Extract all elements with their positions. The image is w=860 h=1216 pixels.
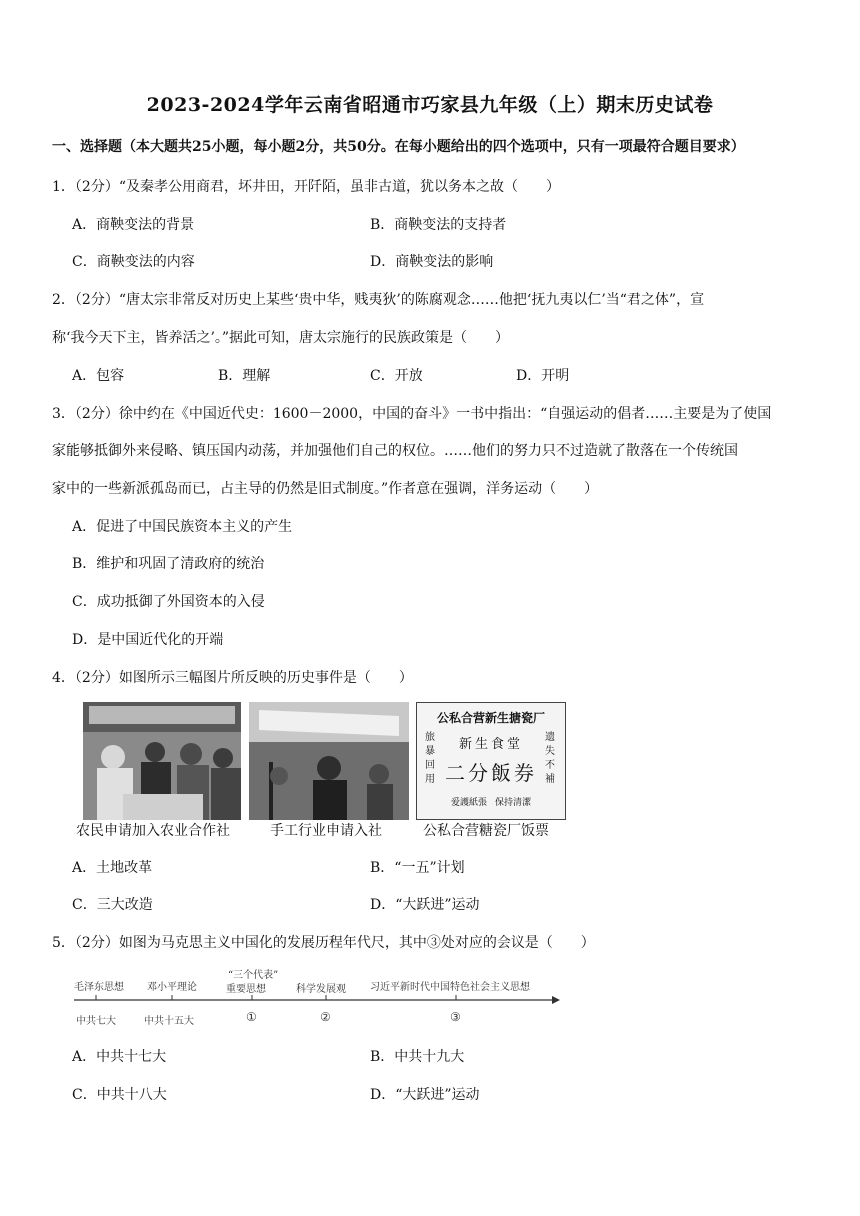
ticket-footer-left: 爱護紙張 <box>451 798 488 808</box>
timeline-marker-3: ③ <box>450 1010 461 1024</box>
q4-option-d[interactable]: D．“大跃进”运动 <box>370 897 480 913</box>
q4-option-c[interactable]: C．三大改造 <box>72 897 153 913</box>
page-title: 2023-2024学年云南省昭通市巧家县九年级（上）期末历史试卷 <box>146 94 714 116</box>
q3-option-a[interactable]: A．促进了中国民族资本主义的产生 <box>72 519 293 535</box>
ticket-canteen: 新生食堂 <box>458 737 523 752</box>
q5-option-c[interactable]: C．中共十八大 <box>72 1087 167 1103</box>
photo-meal-ticket <box>416 702 566 820</box>
timeline-label-three-represents: “三个代表” <box>228 970 279 981</box>
q5-option-b[interactable]: B．中共十九大 <box>370 1049 465 1065</box>
ticket-amount: 二分飯券 <box>445 761 537 785</box>
question-5-stem: 5．（2分）如图为马克思主义中国化的发展历程年代尺，其中③处对应的会议是（ ） <box>52 935 595 951</box>
timeline-figure <box>72 962 562 1032</box>
timeline-label-mao: 毛泽东思想 <box>74 982 124 993</box>
photo-farmers-cooperative <box>83 702 241 820</box>
timeline-label-scientific-outlook: 科学发展观 <box>296 984 346 995</box>
q2-option-d[interactable]: D．开明 <box>516 368 570 384</box>
ticket-left-note: 旅暴回用 <box>425 732 435 785</box>
question-3-stem-line1: 3．（2分）徐中约在《中国近代史：1600－2000，中国的奋斗》一书中指出：“自强运动的倡者……主要是为了使国 <box>52 406 772 422</box>
timeline-marker-1: ① <box>246 1010 257 1024</box>
question-2-stem-line1: 2．（2分）“唐太宗非常反对历史上某些‘贵中华，贱夷狄’的陈腐观念……他把‘抚九夷以仁’当“君之体”，宣 <box>52 292 705 308</box>
q1-option-c[interactable]: C．商鞅变法的内容 <box>72 254 195 270</box>
section-heading: 一、选择题（本大题共25小题，每小题2分，共50分。在每小题给出的四个选项中，只有一项最符合题目要求） <box>52 139 745 155</box>
q4-option-b[interactable]: B．“一五”计划 <box>370 860 465 876</box>
q4-option-a[interactable]: A．土地改革 <box>72 860 153 876</box>
q3-option-c[interactable]: C．成功抵御了外国资本的入侵 <box>72 594 265 610</box>
q3-option-d[interactable]: D．是中国近代化的开端 <box>72 632 224 648</box>
question-1-stem: 1．（2分）“及秦孝公用商君，坏井田，开阡陌，虽非古道，犹以务本之故（ ） <box>52 179 560 195</box>
timeline-label-xi-thought: 习近平新时代中国特色社会主义思想 <box>370 982 530 993</box>
q2-option-c[interactable]: C．开放 <box>370 368 423 384</box>
timeline-label-deng: 邓小平理论 <box>147 982 197 993</box>
timeline-marker-2: ② <box>320 1010 331 1024</box>
q1-option-b[interactable]: B．商鞅变法的支持者 <box>370 217 507 233</box>
photo-handicraft-cooperative <box>249 702 409 820</box>
caption-handicraft: 手工行业申请入社 <box>270 823 382 839</box>
timeline-bottom-fifteenth: 中共十五大 <box>144 1016 194 1027</box>
q5-option-a[interactable]: A．中共十七大 <box>72 1049 167 1065</box>
q5-option-d[interactable]: D．“大跃进”运动 <box>370 1087 480 1103</box>
q3-option-b[interactable]: B．维护和巩固了清政府的统治 <box>72 556 265 572</box>
question-2-stem-line2: 称‘我今天下主，皆养活之’。”据此可知，唐太宗施行的民族政策是（ ） <box>52 330 510 346</box>
caption-farmers: 农民申请加入农业合作社 <box>76 823 230 839</box>
q1-option-d[interactable]: D．商鞅变法的影响 <box>370 254 494 270</box>
caption-meal-ticket: 公私合营糖瓷厂饭票 <box>423 823 549 839</box>
question-4-stem: 4．（2分）如图所示三幅图片所反映的历史事件是（ ） <box>52 670 413 686</box>
timeline-bottom-seventh: 中共七大 <box>76 1016 116 1027</box>
question-3-stem-line2: 家能够抵御外来侵略、镇压国内动荡，并加强他们自己的权位。……他们的努力只不过造就了散落在一个传统国 <box>52 443 738 459</box>
q2-option-a[interactable]: A．包容 <box>72 368 125 384</box>
q1-option-a[interactable]: A．商鞅变法的背景 <box>72 217 195 233</box>
ticket-right-note: 遗失不補 <box>545 732 555 785</box>
question-3-stem-line3: 家中的一些新派孤岛而已，占主导的仍然是旧式制度。”作者意在强调，洋务运动（ ） <box>52 481 599 497</box>
ticket-header: 公私合营新生搪瓷厂 <box>436 711 545 725</box>
ticket-footer-right: 保持清潔 <box>494 798 531 808</box>
timeline-label-important-thought: 重要思想 <box>226 984 266 995</box>
q2-option-b[interactable]: B．理解 <box>218 368 271 384</box>
